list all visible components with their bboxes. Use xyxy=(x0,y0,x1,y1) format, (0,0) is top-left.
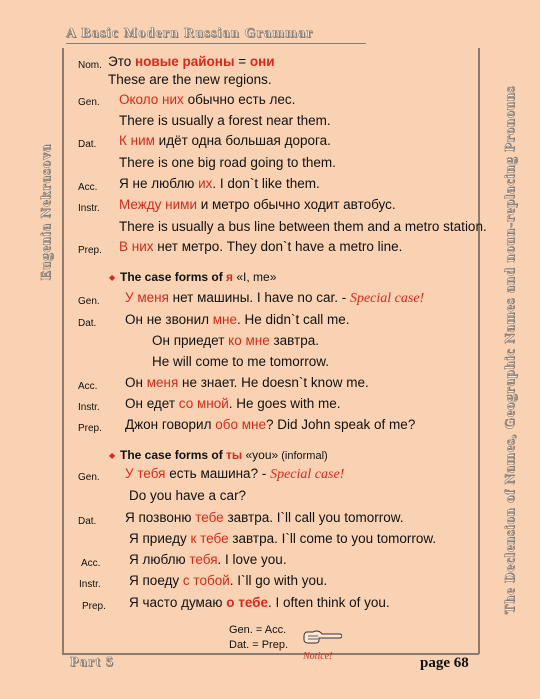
example-gen: Около них обычно есть лес. xyxy=(119,92,296,107)
section-heading-ty: The case forms of ты «you» (informal) xyxy=(120,448,328,462)
case-label-acc: Acc. xyxy=(78,381,98,392)
left-rule xyxy=(62,48,64,654)
case-label-acc: Acc. xyxy=(78,182,98,193)
example-acc: Я не люблю их. I don`t like them. xyxy=(119,176,320,191)
translation-dat: There is one big road going to them. xyxy=(119,155,336,170)
book-title: A Basic Modern Russian Grammar xyxy=(66,26,366,44)
translation-dat-2: He will come to me tomorrow. xyxy=(152,354,330,369)
bullet-icon: ◆ xyxy=(109,451,116,460)
example-instr: Он едет со мной. He goes with me. xyxy=(125,396,341,411)
example-prep: В них нет метро. They don`t have a metro line. xyxy=(119,239,403,254)
example-dat-2: Он приедет ко мне завтра. xyxy=(152,333,319,348)
page-number: page 68 xyxy=(420,655,469,671)
translation-instr: There is usually a bus line between them and a metro station. xyxy=(119,219,487,234)
note-gen-acc: Gen. = Acc. xyxy=(229,624,287,636)
right-rule xyxy=(478,48,480,654)
example-instr: Я поеду с тобой. I`ll go with you. xyxy=(129,573,328,588)
notice-label: Notice! xyxy=(303,651,333,662)
case-label-dat: Dat. xyxy=(78,139,97,150)
case-label-acc: Acc. xyxy=(81,558,101,569)
example-prep: Я часто думаю о тебе. I often think of you. xyxy=(129,595,390,610)
case-label-instr: Instr. xyxy=(78,402,100,413)
example-acc: Он меня не знает. He doesn`t know me. xyxy=(125,375,369,390)
example-prep: Джон говорил обо мне? Did John speak of me? xyxy=(125,417,416,432)
example-dat: Он не звонил мне. He didn`t call me. xyxy=(125,312,350,327)
example-instr: Между ними и метро обычно ходит автобус. xyxy=(119,197,396,212)
case-label-prep: Prep. xyxy=(78,245,102,256)
example-dat: К ним идёт одна большая дорога. xyxy=(119,133,331,148)
translation-gen: There is usually a forest near them. xyxy=(119,113,331,128)
note-dat-prep: Dat. = Prep. xyxy=(229,639,289,651)
example-acc: Я люблю тебя. I love you. xyxy=(129,552,287,567)
pointing-hand-icon xyxy=(302,626,342,648)
case-label-gen: Gen. xyxy=(78,296,100,307)
example-nom: Это новые районы = они xyxy=(108,54,275,69)
example-dat: Я позвоню тебе завтра. I`ll call you tomorrow. xyxy=(125,510,404,525)
case-label-prep: Prep. xyxy=(82,601,106,612)
part-label: Part 5 xyxy=(70,655,115,670)
example-gen: У тебя есть машина? - Special case! xyxy=(125,466,345,482)
case-label-prep: Prep. xyxy=(78,423,102,434)
section-heading-ya: The case forms of я «I, me» xyxy=(120,270,277,284)
case-label-gen: Gen. xyxy=(78,97,100,108)
case-label-nom: Nom. xyxy=(78,60,102,71)
example-gen: У меня нет машины. I have no car. - Special case! xyxy=(125,290,425,306)
bottom-rule xyxy=(62,653,479,655)
bullet-icon: ◆ xyxy=(109,273,116,282)
translation-gen: Do you have a car? xyxy=(129,488,247,503)
example-dat-2: Я приеду к тебе завтра. I`ll come to you tomorrow. xyxy=(129,531,437,546)
translation-nom: These are the new regions. xyxy=(108,72,272,87)
case-label-instr: Instr. xyxy=(79,579,101,590)
case-label-gen: Gen. xyxy=(78,472,100,483)
case-label-dat: Dat. xyxy=(78,318,97,329)
case-label-dat: Dat. xyxy=(78,516,97,527)
case-label-instr: Instr. xyxy=(78,203,100,214)
